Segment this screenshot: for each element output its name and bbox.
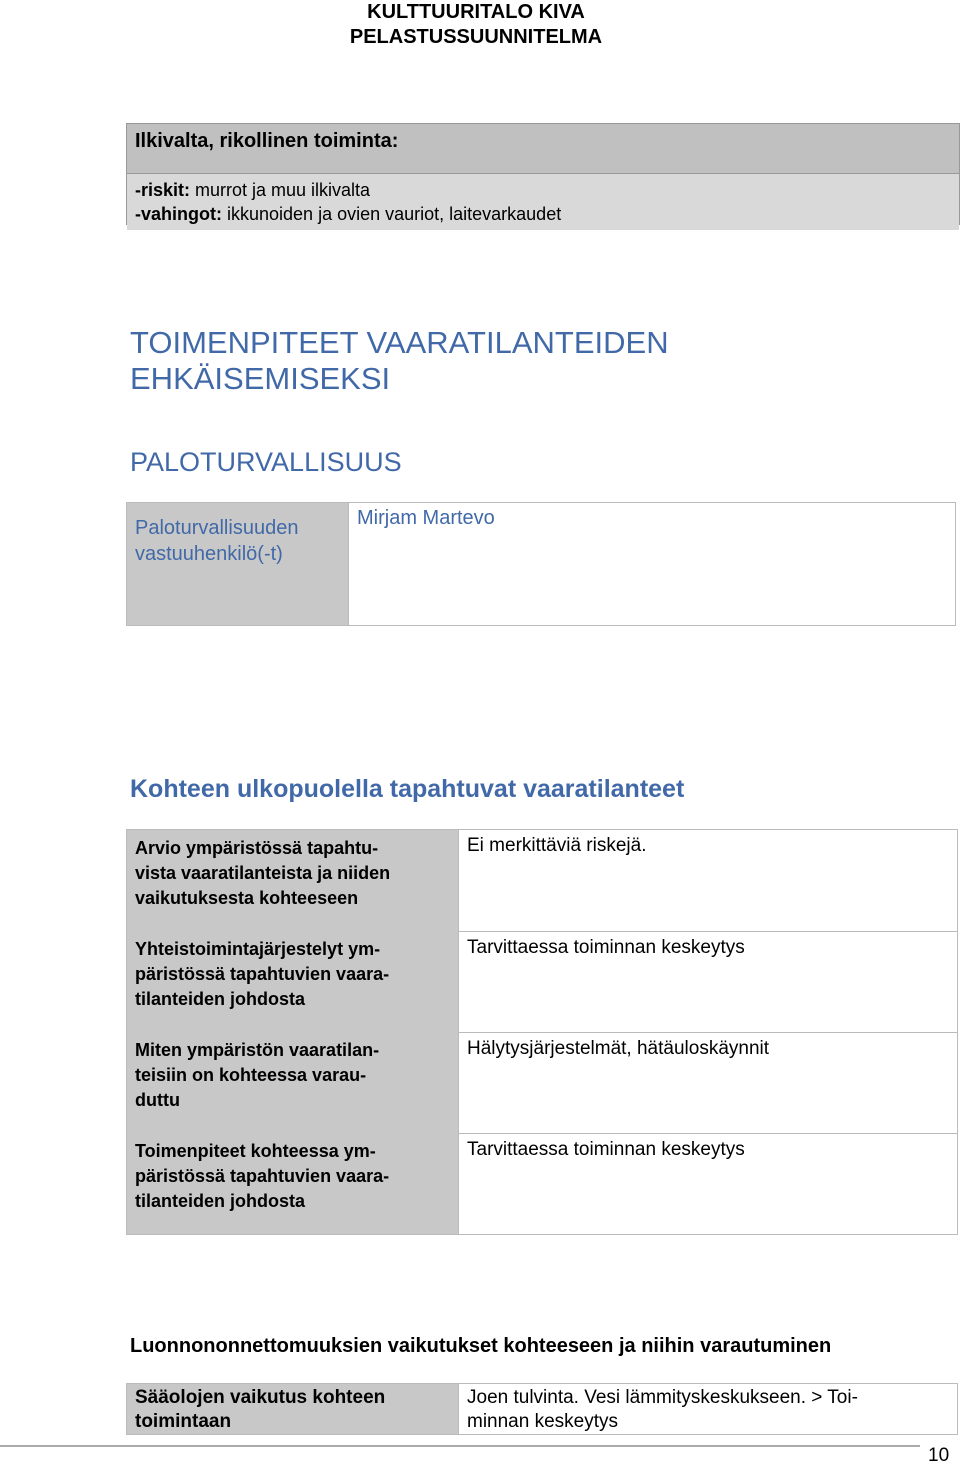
damages-text: ikkunoiden ja ovien vauriot, laitevarkaudet [222, 204, 562, 224]
row-value: Ei merkittäviä riskejä. [458, 830, 957, 931]
fire-safety-responsible-label [127, 503, 348, 625]
document-header [0, 0, 960, 50]
risks-text: murrot ja muu ilkivalta [190, 180, 371, 200]
row-label-line: päristössä tapahtuvien vaara- [135, 1166, 390, 1186]
row-value: Hälytysjärjestelmät, hätäuloskäynnit [458, 1032, 957, 1133]
header-line-2: PELASTUSSUUNNITELMA [349, 26, 603, 48]
row-label-line: tilanteiden johdosta [135, 1191, 306, 1211]
weather-value-line-2: minnan keskeytys [467, 1411, 619, 1432]
row-label-line: vista vaaratilanteista ja niiden [135, 863, 391, 883]
fire-safety-label-line-1: Paloturvallisuuden [135, 517, 299, 539]
row-label-line: teisiin on kohteessa varau- [135, 1065, 367, 1085]
weather-value-line-1: Joen tulvinta. Vesi lämmityskeskukseen. > Toi- [467, 1387, 858, 1408]
fire-safety-label-line-2: vastuuhenkilö(-t) [135, 543, 283, 565]
footer-divider [0, 1445, 920, 1447]
fire-safety-heading: PALOTURVALLISUUS [130, 447, 402, 477]
natural-disasters-table [126, 1383, 958, 1435]
row-label-line: Miten ympäristön vaaratilan- [135, 1040, 380, 1060]
weather-label-line-2: toimintaan [135, 1411, 232, 1432]
fire-safety-responsible-table [126, 502, 956, 626]
row-label-line: Toimenpiteet kohteessa ym- [135, 1141, 376, 1161]
row-label [127, 931, 458, 1018]
weather-impact-value [458, 1384, 957, 1434]
damages-line [135, 202, 951, 226]
risks-label: -riskit: [135, 180, 191, 200]
table-row [127, 931, 957, 1032]
damages-label: -vahingot: [135, 204, 222, 224]
row-label-line: tilanteiden johdosta [135, 989, 306, 1009]
fire-safety-responsible-value: Mirjam Martevo [348, 503, 955, 625]
external-hazards-heading: Kohteen ulkopuolella tapahtuvat vaaratilanteet [130, 775, 685, 803]
risk-box-body [127, 174, 959, 230]
row-label-line: päristössä tapahtuvien vaara- [135, 964, 390, 984]
measures-heading-line-2: EHKÄISEMISEKSI [130, 361, 391, 396]
row-label [127, 1032, 458, 1119]
row-label-line: vaikutuksesta kohteeseen [135, 888, 359, 908]
page-number: 10 [928, 1445, 950, 1466]
row-label-line: duttu [135, 1090, 180, 1110]
row-label-line: Yhteistoimintajärjestelyt ym- [135, 939, 381, 959]
table-row [127, 1133, 957, 1234]
weather-impact-label [127, 1384, 458, 1434]
measures-heading [130, 325, 669, 397]
measures-heading-line-1: TOIMENPITEET VAARATILANTEIDEN [130, 325, 669, 360]
table-row [127, 830, 957, 931]
external-hazards-table [126, 829, 958, 1235]
row-label [127, 1133, 458, 1220]
row-value: Tarvittaessa toiminnan keskeytys [458, 1133, 957, 1234]
row-label [127, 830, 458, 917]
risk-box-title: Ilkivalta, rikollinen toiminta: [127, 124, 959, 174]
risks-line [135, 178, 951, 202]
table-row [127, 1032, 957, 1133]
row-label-line: Arvio ympäristössä tapahtu- [135, 838, 379, 858]
natural-disasters-heading: Luonnononnettomuuksien vaikutukset kohteeseen ja niihin varautuminen [130, 1335, 832, 1357]
weather-label-line-1: Sääolojen vaikutus kohteen [135, 1387, 386, 1408]
row-value: Tarvittaessa toiminnan keskeytys [458, 931, 957, 1032]
header-line-1: KULTTUURITALO KIVA [367, 1, 585, 23]
risk-box [126, 123, 960, 225]
